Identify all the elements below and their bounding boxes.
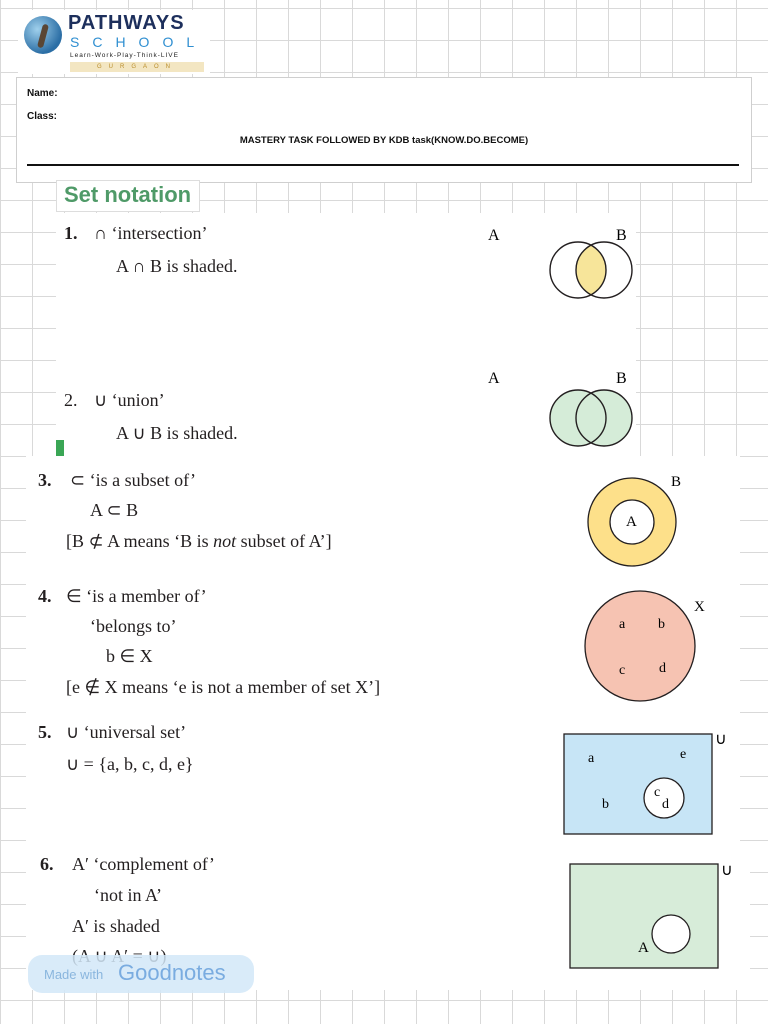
element-c: c xyxy=(619,663,626,678)
watermark-made-with: Made with xyxy=(44,967,104,982)
item-6-alt: ‘not in A’ xyxy=(94,885,163,905)
item-4-note: [e ∉ X means ‘e is not a member of set X’] xyxy=(66,677,381,697)
name-label: Name: xyxy=(27,88,58,99)
school-logo xyxy=(18,10,210,74)
item-1-symbol: ∩ ‘intersection’ xyxy=(94,223,208,243)
item-5-statement: ∪ = {a, b, c, d, e} xyxy=(66,754,194,774)
universal-symbol: ∪ xyxy=(721,862,733,879)
card-intersection-union xyxy=(56,213,636,459)
worksheet-header xyxy=(16,77,752,183)
element-b: b xyxy=(658,617,665,632)
label-a: A xyxy=(626,514,637,530)
item-3-statement: A ⊂ B xyxy=(90,500,139,520)
element-c: c xyxy=(654,785,661,800)
label-a: A xyxy=(638,940,649,956)
item-2-number: 2. xyxy=(64,390,78,410)
header-divider xyxy=(27,164,739,166)
element-a: a xyxy=(619,617,626,632)
label-b: B xyxy=(616,370,627,387)
member-set-x xyxy=(585,591,695,701)
venn-diagram-complement xyxy=(556,842,750,990)
item-4-statement: b ∈ X xyxy=(106,646,153,666)
section-title-box xyxy=(56,180,200,212)
label-a: A xyxy=(488,370,500,387)
globe-icon xyxy=(24,16,62,54)
logo-tagline: Learn-Work-Play-Think-LIVE xyxy=(70,52,179,59)
green-marker xyxy=(56,440,64,456)
item-6-symbol: A′ ‘complement of’ xyxy=(72,854,215,874)
universal-set-box xyxy=(564,734,712,834)
label-b: B xyxy=(616,227,627,244)
item-2-symbol: ∪ ‘union’ xyxy=(94,390,165,410)
goodnotes-watermark xyxy=(28,955,254,993)
item-5-symbol: ∪ ‘universal set’ xyxy=(66,722,187,742)
item-3-number: 3. xyxy=(38,470,52,490)
item-6-number: 6. xyxy=(40,854,54,874)
label-x: X xyxy=(694,599,705,615)
item-1-number: 1. xyxy=(64,223,78,243)
label-b: B xyxy=(671,474,682,490)
item-2-desc: A ∪ B is shaded. xyxy=(116,423,238,443)
item-1-desc: A ∩ B is shaded. xyxy=(116,256,238,276)
logo-city: GURGAON xyxy=(70,62,204,72)
label-a: A xyxy=(488,227,500,244)
class-label: Class: xyxy=(27,111,58,122)
card-subset-member-universal xyxy=(26,456,740,842)
element-d: d xyxy=(659,661,666,676)
item-3-symbol: ⊂ ‘is a subset of’ xyxy=(70,470,197,490)
worksheet-title: MASTERY TASK FOLLOWED BY KDB task(KNOW.DO.BECOME) xyxy=(239,135,529,146)
item-3-note: [B ⊄ A means ‘B is not subset of A’] xyxy=(66,531,332,551)
item-4-symbol: ∈ ‘is a member of’ xyxy=(66,586,207,606)
item-4-number: 4. xyxy=(38,586,52,606)
watermark-brand: Goodnotes xyxy=(118,960,226,985)
element-b: b xyxy=(602,797,609,812)
item-4-alt: ‘belongs to’ xyxy=(90,616,177,636)
item-6-statement: A′ is shaded xyxy=(72,916,160,936)
universal-symbol: ∪ xyxy=(715,731,727,748)
logo-school: SCHOOL xyxy=(70,34,208,50)
element-e: e xyxy=(680,747,687,762)
item-5-number: 5. xyxy=(38,722,52,742)
logo-name: PATHWAYS xyxy=(68,12,185,34)
element-d: d xyxy=(662,797,669,812)
set-a-circle xyxy=(652,915,690,953)
venn-diagrams-3-4-5 xyxy=(546,456,740,842)
venn-diagrams-1-2 xyxy=(476,213,636,459)
section-title: Set notation xyxy=(64,182,192,207)
element-a: a xyxy=(588,751,595,766)
